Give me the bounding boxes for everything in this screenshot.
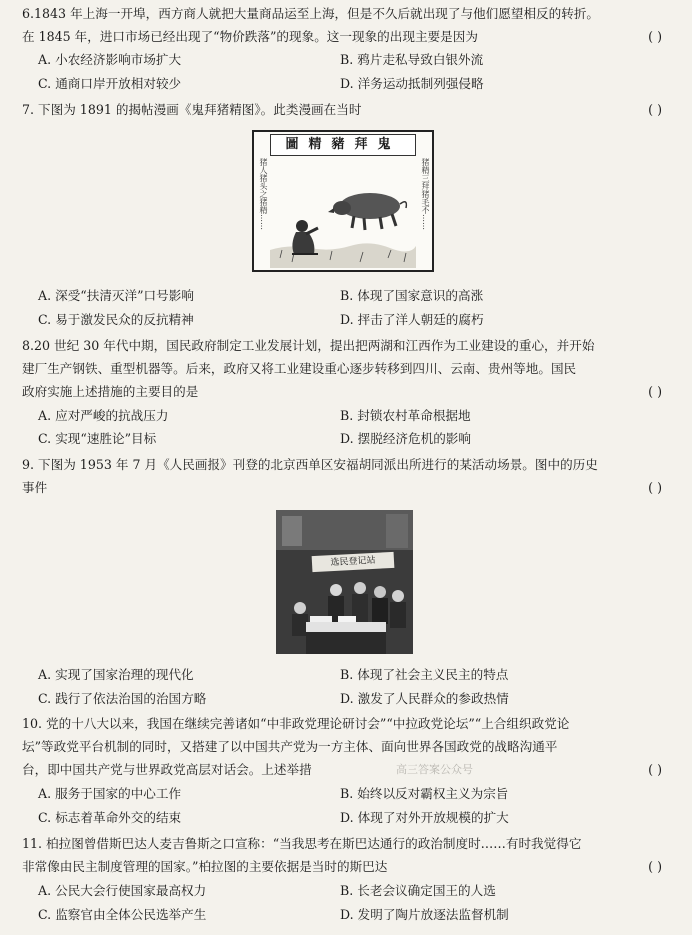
q11-stem-line1: 11. 柏拉图曾借斯巴达人麦吉鲁斯之口宣称：“当我思考在斯巴达通行的政治制度时……有时我觉得它 <box>22 836 582 851</box>
q10-answer-paren: ( ) <box>648 762 662 777</box>
q7-option-c: C. 易于激发民众的反抗精神 <box>38 312 194 327</box>
q10-stem-line3: 台，即中国共产党与世界政党高层对话会。上述举措 <box>22 762 312 777</box>
q7-option-d: D. 抨击了洋人朝廷的腐朽 <box>340 312 484 327</box>
q10-watermark: 高三答案公众号 <box>396 763 473 776</box>
q9-answer-paren: ( ) <box>648 480 662 495</box>
q6-stem-line2: 在 1845 年，进口市场已经出现了“物价跌落”的现象。这一现象的出现主要是因为 <box>22 29 478 44</box>
q7-cartoon-side-text-right: 猪精三拜猪毛不…… <box>421 158 430 230</box>
q7-cartoon-drawing <box>270 158 416 268</box>
q7-cartoon-figure <box>252 130 434 272</box>
q7-cartoon-title: 圖精豬拜鬼 <box>270 134 416 156</box>
q11-stem-line2: 非常像由民主制度管理的国家。”柏拉图的主要依据是当时的斯巴达 <box>22 859 388 874</box>
q9-photo-banner: 选民登记站 <box>312 552 395 572</box>
pig-figure <box>328 193 406 230</box>
q9-option-d: D. 激发了人民群众的参政热情 <box>340 691 509 706</box>
q6-option-b: B. 鸦片走私导致白银外流 <box>340 52 484 67</box>
q9-photo-figure <box>276 510 413 654</box>
q10-stem-line2: 坛”等政党平台机制的同时，又搭建了以中国共产党为一方主体、面向世界各国政党的战略沟通平 <box>22 739 558 754</box>
q8-option-c: C. 实现“速胜论”目标 <box>38 431 157 446</box>
q9-option-b: B. 体现了社会主义民主的特点 <box>340 667 509 682</box>
q9-stem-line1: 9. 下图为 1953 年 7 月《人民画报》刊登的北京西单区安福胡同派出所进行的某活动场景。图中的历史 <box>22 457 598 472</box>
q6-answer-paren: ( ) <box>648 29 662 44</box>
q7-option-a: A. 深受“扶清灭洋”口号影响 <box>38 288 194 303</box>
q10-option-a: A. 服务于国家的中心工作 <box>38 786 182 801</box>
q11-option-b: B. 长老会议确定国王的人选 <box>340 883 496 898</box>
q9-option-c: C. 践行了依法治国的治国方略 <box>38 691 207 706</box>
q10-option-c: C. 标志着革命外交的结束 <box>38 810 182 825</box>
q8-option-b: B. 封锁农村革命根据地 <box>340 408 471 423</box>
q9-option-a: A. 实现了国家治理的现代化 <box>38 667 194 682</box>
q6-stem-line1: 6.1843 年上海一开埠，西方商人就把大量商品运至上海，但是不久后就出现了与他们愿望相反的转折。 <box>22 6 600 21</box>
q6-option-a: A. 小农经济影响市场扩大 <box>38 52 182 67</box>
kneeling-figure <box>292 220 318 254</box>
q10-stem-line1: 10. 党的十八大以来，我国在继续完善诸如“中非政党理论研讨会”“中拉政党论坛”“上合组织政党论 <box>22 716 570 731</box>
q11-option-d: D. 发明了陶片放逐法监督机制 <box>340 907 509 922</box>
q7-cartoon-side-text-left: 猪人猪头之猪精…… <box>259 158 268 230</box>
q9-photo-scene <box>276 510 413 654</box>
q10-option-b: B. 始终以反对霸权主义为宗旨 <box>340 786 509 801</box>
q7-option-b: B. 体现了国家意识的高涨 <box>340 288 484 303</box>
q6-option-d: D. 洋务运动抵制列强侵略 <box>340 76 484 91</box>
q8-option-d: D. 摆脱经济危机的影响 <box>340 431 471 446</box>
q8-stem-line3: 政府实施上述措施的主要目的是 <box>22 384 199 399</box>
q9-stem-line2: 事件 <box>22 480 48 495</box>
q7-stem: 7. 下图为 1891 的揭帖漫画《鬼拜猪精图》。此类漫画在当时 <box>22 102 362 117</box>
q11-option-c: C. 监察官由全体公民选举产生 <box>38 907 207 922</box>
q8-option-a: A. 应对严峻的抗战压力 <box>38 408 169 423</box>
q8-stem-line2: 建厂生产钢铁、重型机器等。后来，政府又将工业建设重心逐步转移到四川、云南、贵州等地。国民 <box>22 361 577 376</box>
q8-stem-line1: 8.20 世纪 30 年代中期，国民政府制定工业发展计划，提出把两湖和江西作为工业建设的重心，并开始 <box>22 338 595 353</box>
q8-answer-paren: ( ) <box>648 384 662 399</box>
q7-answer-paren: ( ) <box>648 102 662 117</box>
q11-option-a: A. 公民大会行使国家最高权力 <box>38 883 207 898</box>
q10-option-d: D. 体现了对外开放规模的扩大 <box>340 810 509 825</box>
q11-answer-paren: ( ) <box>648 859 662 874</box>
q6-option-c: C. 通商口岸开放相对较少 <box>38 76 182 91</box>
